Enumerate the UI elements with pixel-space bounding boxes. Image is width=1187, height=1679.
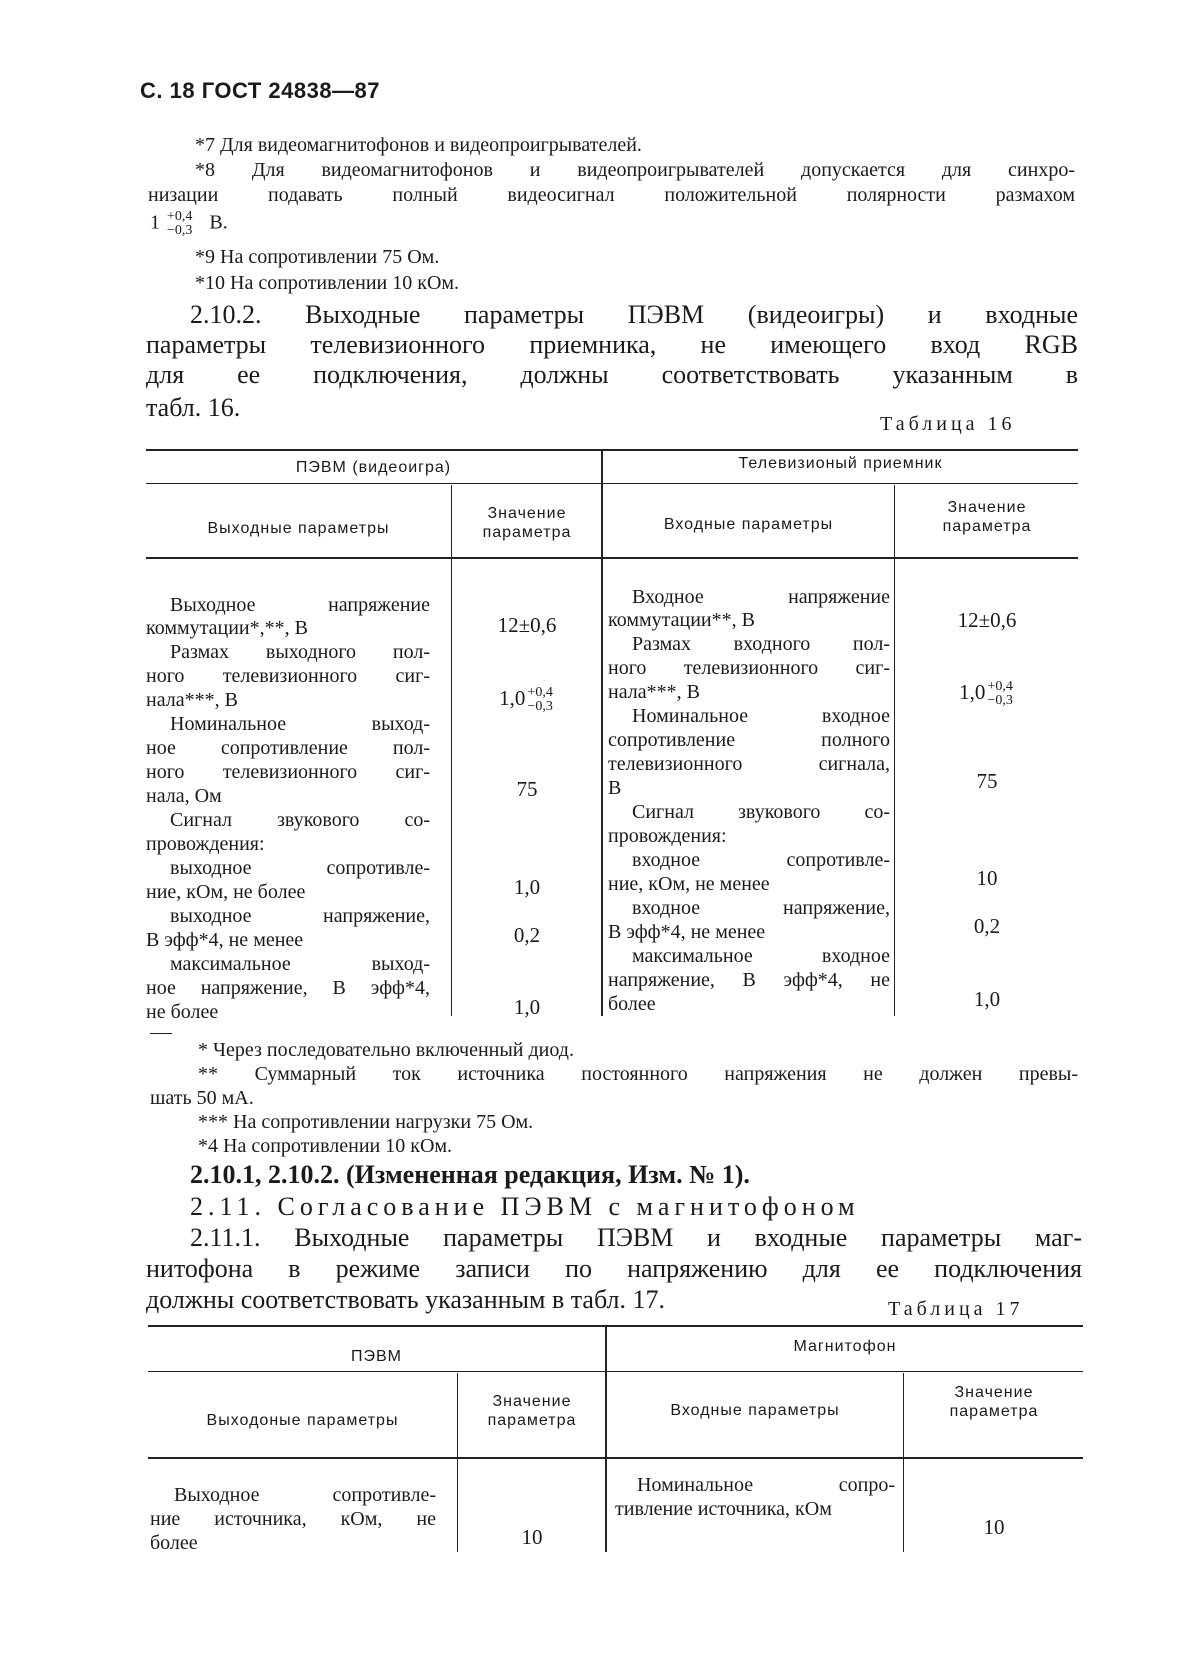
table17-right-row: Номинальное сопро- [637, 1474, 895, 1496]
footnote-9: *9 На сопротивлении 75 Ом. [195, 246, 440, 268]
table16-footnote-4: *4 На сопротивлении 10 кОм. [198, 1135, 453, 1157]
table17-group-rule [148, 1371, 1083, 1372]
table16-left-row: Выходное напряжение [170, 594, 430, 616]
table17-left-value: 10 [521, 1525, 543, 1549]
table16-caption: Таблица 16 [880, 413, 1016, 435]
para-2-10-2-line1: 2.10.2. Выходные параметры ПЭВМ (видеоигры) и входные [190, 300, 1078, 329]
table16-left-row: ное сопротивление пол- [146, 737, 430, 759]
table17-header-rule [148, 1457, 1083, 1459]
table16-top-rule [146, 449, 1078, 451]
para-2-11-1-line3: должны соответствовать указанным в табл. 17. [146, 1285, 666, 1314]
table17-center-divider [605, 1327, 607, 1552]
table16-left-row: ного телевизионного сиг- [146, 761, 430, 783]
table16-right-row: входное сопротивле- [632, 849, 890, 871]
table16-right-row: входное напряжение, [632, 897, 890, 919]
table17-caption: Таблица 17 [888, 1298, 1024, 1320]
table16-left-row: Сигнал звукового со- [170, 809, 430, 831]
table16-right-row: сопротивление полного [608, 729, 890, 751]
table16-left-value: 1,0 [513, 875, 541, 899]
table17-group-recorder: Магнитофон [793, 1338, 897, 1355]
para-2-10-2-line4: табл. 16. [146, 393, 241, 422]
table16-left-row: выходное напряжение, [170, 905, 430, 927]
table17-right-divider [903, 1373, 904, 1552]
table16-right-row: В эфф*4, не менее [608, 921, 766, 943]
table17-col-value-left: Значение параметра [487, 1393, 577, 1429]
table16-right-row: нала***, В [608, 681, 700, 703]
table16-left-divider [451, 485, 452, 1016]
table16-right-row: более [608, 993, 656, 1015]
table16-left-row: не более [146, 1001, 219, 1023]
table16-right-row: Номинальное входное [632, 705, 890, 727]
footnote-8-value: 1 [150, 211, 160, 234]
table16-right-value: 1,0 +0,4 −0,3 [959, 679, 1013, 709]
amendment-note: 2.10.1, 2.10.2. (Измененная редакция, Изм. № 1). [190, 1160, 750, 1189]
para-2-11-1-line2: нитофона в режиме записи по напряжению для ее подключения [146, 1254, 1082, 1283]
footnote-8-unit: В. [209, 211, 228, 234]
table16-right-row: Входное напряжение [632, 586, 890, 608]
table17-top-rule [148, 1325, 1083, 1327]
table16-left-row: В эфф*4, не менее [146, 929, 304, 951]
table17-col-input-params: Входные параметры [670, 1402, 840, 1419]
table16-left-row: нала***, В [146, 689, 238, 711]
table16-left-value: 0,2 [513, 923, 541, 947]
table16-col-value-left: Значение параметра [482, 505, 572, 541]
footnote-8-line1: *8 Для видеомагнитофонов и видеопроигрывателей допускается для синхро- [195, 159, 1075, 181]
table16-footnote-3: *** На сопротивлении нагрузки 75 Ом. [198, 1111, 534, 1133]
table16-left-row: нала, Ом [146, 785, 222, 807]
para-2-10-2-line2: параметры телевизионного приемника, не имеющего вход RGB [146, 330, 1078, 359]
table16-right-row: провождения: [608, 825, 727, 847]
table16-col-input-params: Входные параметры [663, 516, 834, 533]
table17-left-row: Выходное сопротивле- [174, 1484, 436, 1506]
table16-right-value: 75 [976, 769, 998, 793]
table16-left-row: ное напряжение, В эфф*4, [146, 977, 430, 999]
table16-right-row: Сигнал звукового со- [632, 801, 890, 823]
footnote-10: *10 На сопротивлении 10 кОм. [195, 272, 460, 294]
table16-left-row: Номинальное выход- [170, 713, 430, 735]
table16-left-value: 1,0 [513, 995, 541, 1019]
table17-col-output-params: Выходоные параметры [206, 1412, 399, 1429]
table17-left-row: более [150, 1532, 198, 1554]
table16-left-row: ного телевизионного сиг- [146, 665, 430, 687]
table16-right-value: 10 [976, 866, 998, 890]
table16-right-row: Размах входного пол- [632, 633, 890, 655]
table16-footnote-2: ** Суммарный ток источника постоянного напряжения не должен превы- [198, 1063, 1078, 1085]
table16-header-rule [146, 557, 1078, 559]
table17-group-pevm: ПЭВМ [351, 1348, 402, 1365]
footnote-8-line2: низации подавать полный видеосигнал положительной полярности размахом [148, 184, 1075, 206]
table16-right-row: ние, кОм, не менее [608, 873, 770, 895]
table16-right-divider [894, 485, 895, 1016]
table16-group-rule [146, 483, 1078, 484]
table16-right-row: максимальное входное [632, 945, 890, 967]
footnote-8-line3 [150, 210, 228, 238]
table16-group-tv: Телевизионый приемник [738, 455, 943, 472]
footnote-8-tolerance: +0,4 −0,3 [167, 209, 193, 238]
table16-right-value: 12±0,6 [957, 608, 1017, 632]
table16-group-pevm: ПЭВМ (видеоигра) [295, 459, 452, 476]
table16-footnote-1: * Через последовательно включенный диод. [198, 1039, 574, 1061]
table16-right-row: В [608, 777, 622, 799]
table16-right-row: коммутации**, В [608, 609, 755, 631]
table16-center-divider [601, 451, 603, 1016]
table16-left-row: провождения: [146, 833, 265, 855]
table17-left-divider [457, 1373, 458, 1552]
table16-col-value-right: Значение параметра [942, 499, 1032, 535]
para-2-10-2-line3: для ее подключения, должны соответствовать указанным в [146, 360, 1078, 389]
table16-left-row: коммутации*,**, В [146, 617, 308, 639]
table16-right-value: 1,0 [973, 987, 1001, 1011]
table16-right-row: напряжение, В эфф*4, не [608, 969, 890, 991]
table17-left-row: ние источника, кОм, не [150, 1508, 436, 1530]
footnote-7: *7 Для видеомагнитофонов и видеопроигрывателей. [195, 134, 642, 156]
page-header: С. 18 ГОСТ 24838—87 [140, 78, 381, 103]
footnote-separator [150, 1033, 172, 1034]
table17-col-value-right: Значение параметра [949, 1384, 1039, 1420]
table16-left-row: выходное сопротивле- [170, 857, 430, 879]
table16-footnote-2-cont: шать 50 мА. [150, 1087, 254, 1109]
table16-left-row: Размах выходного пол- [170, 641, 430, 663]
table16-right-row: ного телевизионного сиг- [608, 657, 890, 679]
para-2-11-1-line1: 2.11.1. Выходные параметры ПЭВМ и входные параметры маг- [190, 1223, 1082, 1252]
table16-left-row: ние, кОм, не более [146, 881, 306, 903]
table16-left-value: 75 [516, 777, 538, 801]
table16-right-value: 0,2 [973, 914, 1001, 938]
table16-col-output-params: Выходные параметры [207, 520, 390, 537]
table16-left-value: 1,0 +0,4 −0,3 [499, 685, 553, 715]
table17-right-row: тивление источника, кОм [615, 1498, 832, 1520]
table16-right-row: телевизионного сигнала, [608, 753, 890, 775]
table16-left-value: 12±0,6 [497, 613, 557, 637]
table17-right-value: 10 [983, 1515, 1005, 1539]
table16-left-row: максимальное выход- [170, 953, 430, 975]
section-2-11-heading: 2.11. Согласование ПЭВМ с магнитофоном [190, 1192, 860, 1221]
